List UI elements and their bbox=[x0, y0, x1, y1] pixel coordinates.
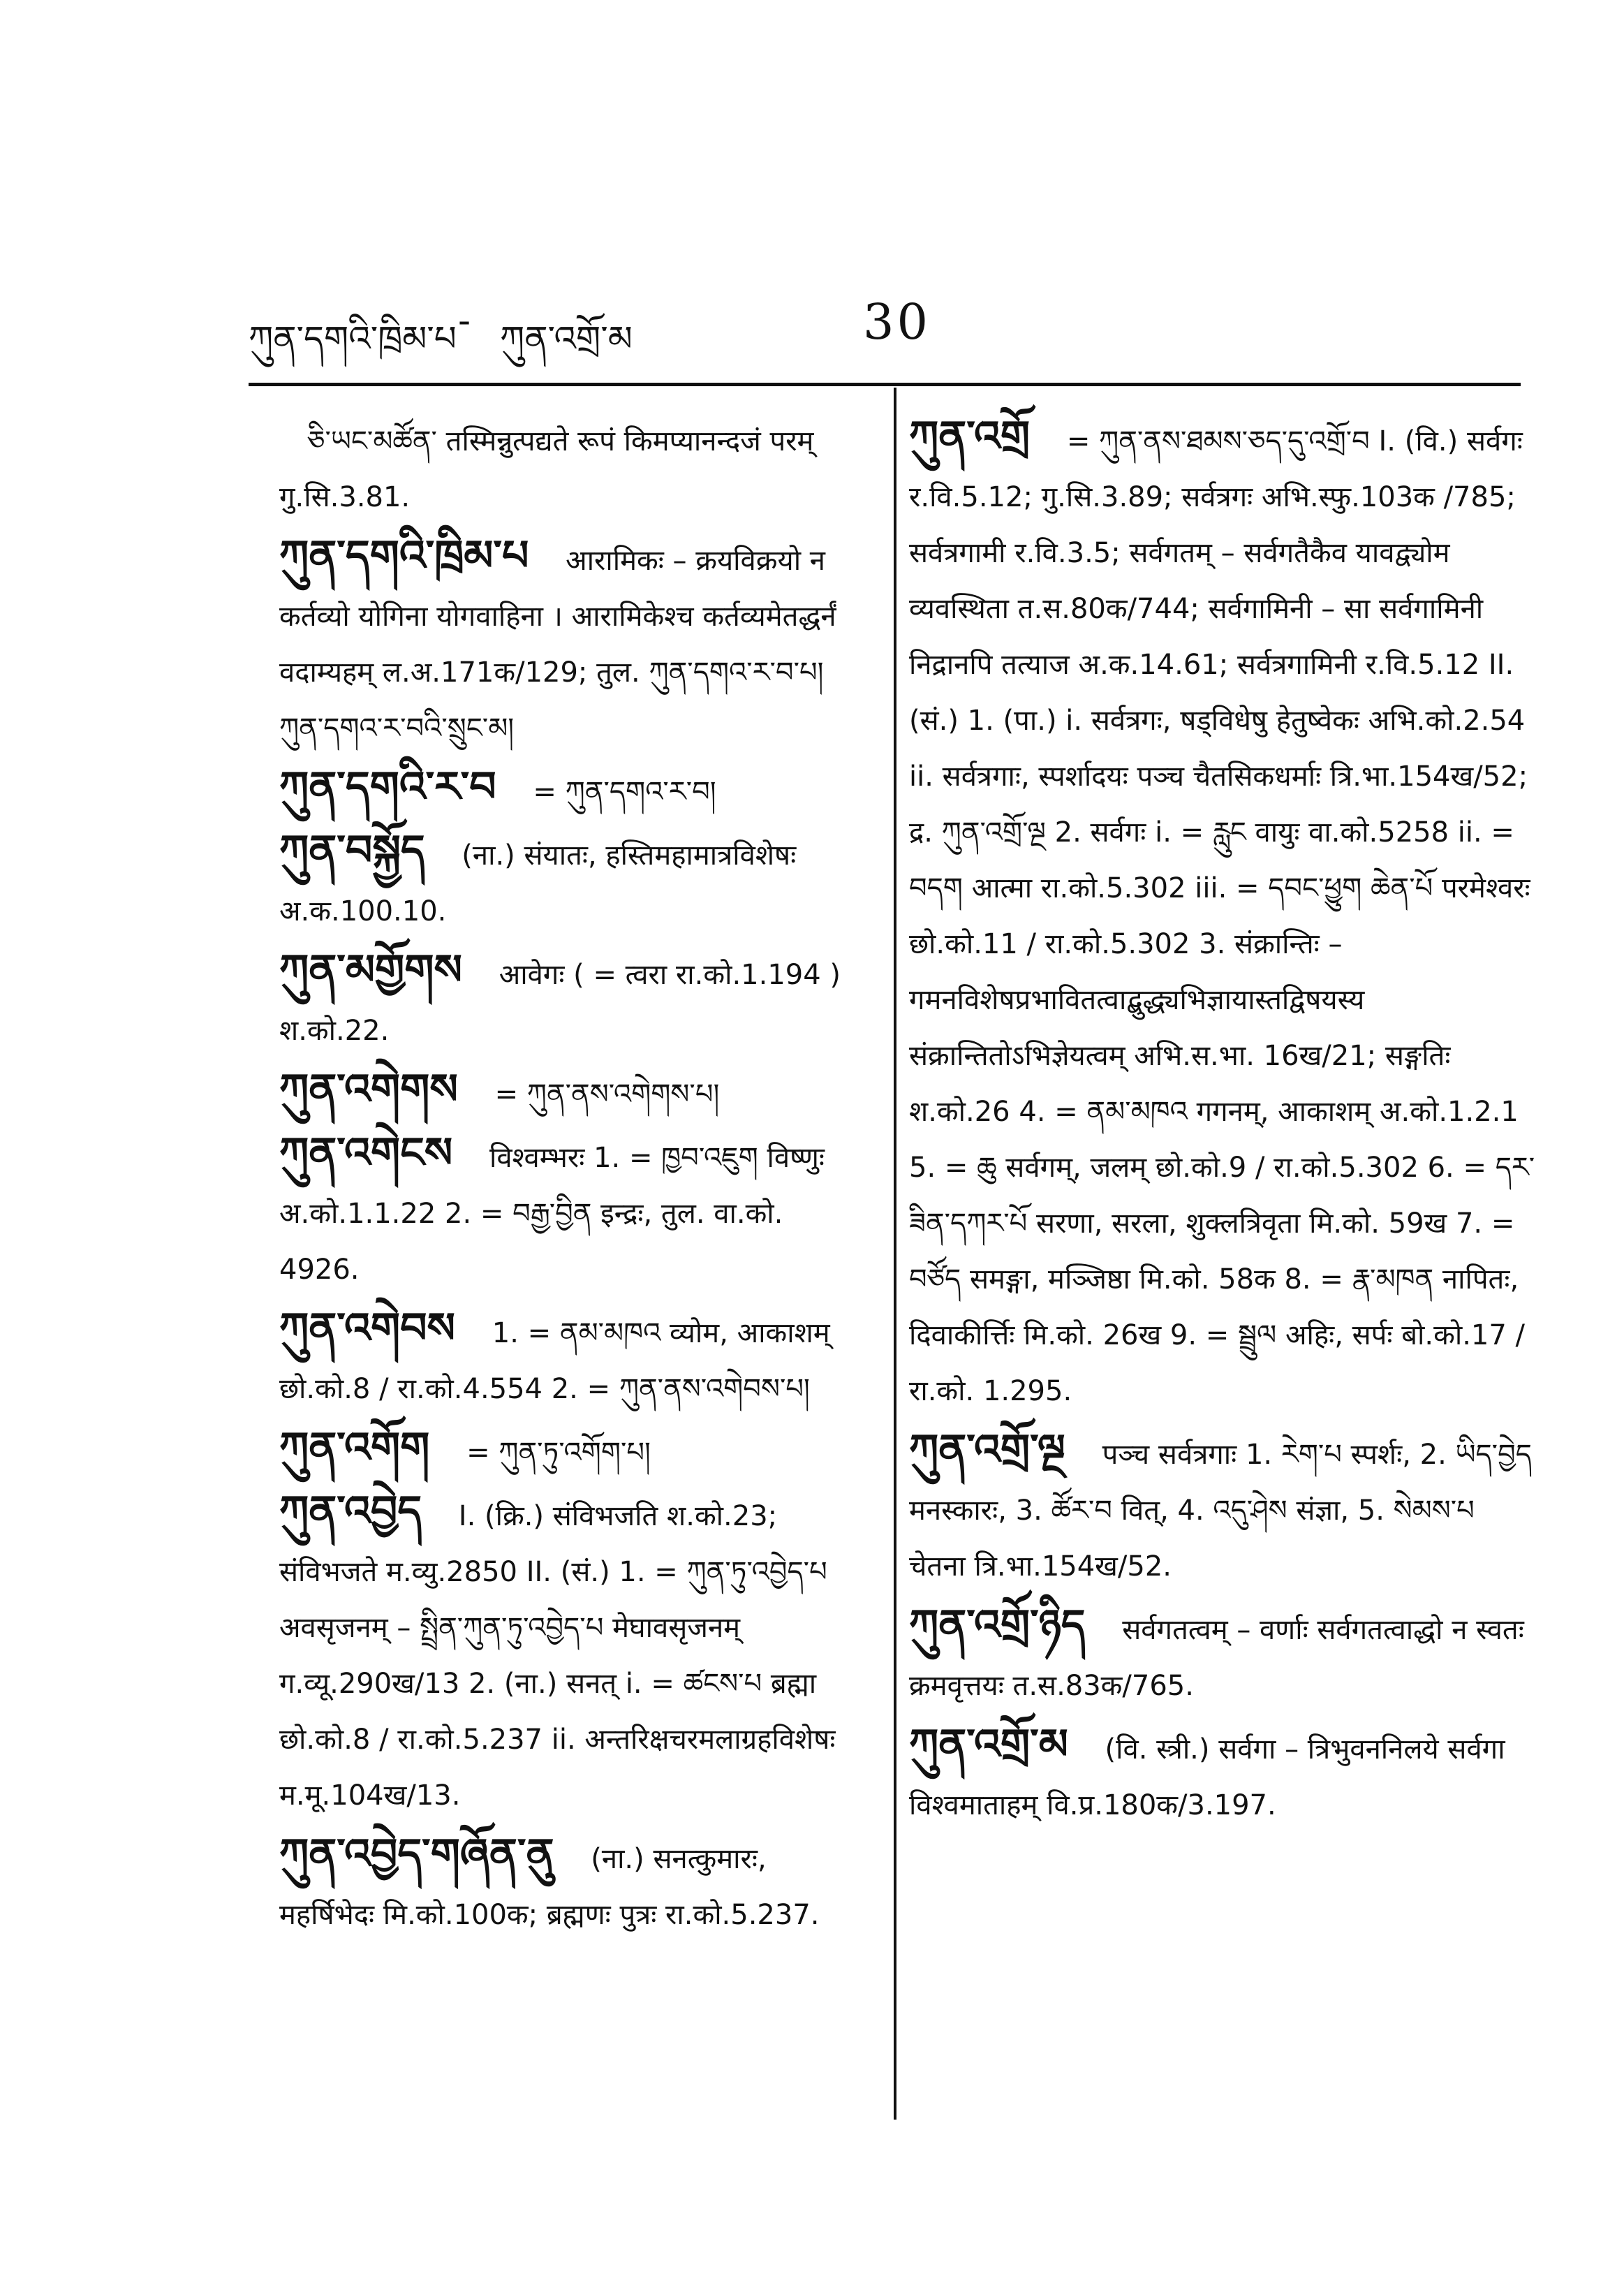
running-head-right: ཀུན་འགྲོ་མ bbox=[500, 318, 633, 359]
header-rule bbox=[249, 383, 1521, 386]
right-column bbox=[909, 409, 1537, 1836]
entry-headword: ཀུན་འགྲོ་མ bbox=[909, 1720, 1068, 1769]
entry-headword: ཀུན་འབྱེད་གཞོན་ནུ bbox=[279, 1830, 554, 1879]
entry-headword: ཀུན་འགེངས bbox=[279, 1129, 453, 1177]
entry-headword: ཀུན་དགའི་ཁྲིམ་པ bbox=[279, 531, 529, 580]
page-header bbox=[249, 293, 1525, 370]
page-number: 30 bbox=[863, 293, 931, 351]
entry-headword: ཀུན་འགྲོ་ཉིད bbox=[909, 1601, 1086, 1650]
entry-definition: सर्वगतत्वम् – वर्णाः सर्वगतत्वाद्धो न स्वतः क्रमवृत्तयः त.स.83क/765. bbox=[909, 1614, 1524, 1702]
entry-definition: I. (क्रि.) संविभजति श.को.23; संविभजते म.व्यु.2850 II. (सं.) 1. = ཀུན་ཏུ་འབྱེད་པ अवसृजनम् – སྤྲིན་ཀུན་ཏུ་འབྱེད་པ मेघावसृजनम् ग.व्यू.290ख/13 2. (ना.) सनत् i. = ཚངས་པ ब्रह्मा छो.को.8 / रा.को.5.237 ii. अन्तरिक्षचरमलाग्रहविशेषः म.मू.104ख/13. bbox=[279, 1500, 836, 1812]
column-divider bbox=[894, 388, 896, 2120]
running-head-left: ཀུན་དགའི་ཁྲིམ་པ bbox=[249, 318, 457, 359]
dictionary-entry bbox=[909, 409, 1537, 1419]
dictionary-entry bbox=[909, 1597, 1537, 1714]
entry-definition: 1. = ནམ་མཁའ व्योम, आकाशम् छो.को.8 / रा.को.4.554 2. = ཀུན་ནས་འགེབས་པ། bbox=[279, 1317, 830, 1405]
entry-definition: = ཀུན་ནས་ཐམས་ཅད་དུ་འགྲོ་བ I. (वि.) सर्वगः र.वि.5.12; गु.सि.3.89; सर्वत्रगः अभि.स्फु.103क /785; सर्वत्रगामी र.वि.3.5; सर्वगतम् – सर्वगतैकैव यावद्व्योम व्यवस्थिता त.स.80क/744; सर्वगामिनी – सा सर्वगामिनी निद्रानपि तत्याज अ.क.14.61; सर्वत्रगामिनी र.वि.5.12 II. (सं.) 1. (पा.) i. सर्वत्रगः, षड्विधेषु हेतुष्वेकः अभि.को.2.54 ii. सर्वत्रगाः, स्पर्शादयः पञ्च चैतसिकधर्माः त्रि.भा.154ख/52; द्र. ཀུན་འགྲོ་ལྔ 2. सर्वगः i. = རླུང वायुः वा.को.5258 ii. = བདག आत्मा रा.को.5.302 iii. = དབང་ཕྱུག ཆེན་པོ परमेश्वरः छो.को.11 / रा.को.5.302 3. संक्रान्तिः – गमनविशेषप्रभावितत्वाद्बुद्ध्यभिज्ञायास्तद्विषयस्य संक्रान्तितोऽभिज्ञेयत्वम् अभि.स.भा. 16ख/21; सङ्गतिः श.को.26 4. = ནམ་མཁའ गगनम्, आकाशम् अ.को.1.2.1 5. = ཆུ सर्वगम्, जलम् छो.को.9 / रा.को.5.302 6. = དར་ཟིན་དཀར་པོ सरणा, सरला, शुक्लत्रिवृता मि.को. 59ख 7. = བཙོད समङ्गा, मञ्जिष्ठा मि.को. 58क 8. = རྣ་མཁན नापितः, दिवाकीर्त्तिः मि.को. 26ख 9. = སྦྲུལ अहिः, सर्पः बो.को.17 / रा.को. 1.295. bbox=[909, 425, 1535, 1407]
dictionary-entry bbox=[279, 528, 870, 756]
dictionary-entry bbox=[279, 1125, 870, 1298]
running-head-dash: - bbox=[458, 300, 471, 341]
entry-definition: = ཀུན་དགའ་ར་བ། bbox=[533, 776, 716, 808]
entry-headword: ཀུན་འགྲོ་ལྔ bbox=[909, 1425, 1065, 1474]
entry-headword: ཀུན་འགེགས bbox=[279, 1065, 458, 1114]
entry-definition: आवेगः ( = त्वरा रा.को.1.194 ) श.को.22. bbox=[279, 959, 841, 1047]
entry-headword: ཀུན་འགྲོ bbox=[909, 412, 1031, 461]
dictionary-entry bbox=[279, 1300, 870, 1417]
entry-definition: (ना.) सनत्कुमारः, महर्षिभेदः मि.को.100क; ब्रह्मणः पुत्रः रा.को.5.237. bbox=[279, 1843, 820, 1931]
entry-headword: ཀུན་འགེབས bbox=[279, 1304, 456, 1353]
entry-definition: ཅི་ཡང་མཚོན་ तस्मिन्नुत्पद्यते रूपं किमप्यानन्दजं परम् गु.सि.3.81. bbox=[279, 425, 814, 513]
entry-headword: ཀུན་དགའི་ར་བ bbox=[279, 763, 496, 812]
dictionary-entry bbox=[279, 1420, 870, 1481]
dictionary-entry bbox=[279, 759, 870, 820]
entry-definition: = ཀུན་ཏུ་འགོག་པ། bbox=[466, 1437, 651, 1469]
dictionary-entry bbox=[909, 1717, 1537, 1833]
dictionary-entry bbox=[279, 409, 870, 525]
entry-definition: (ना.) संयातः, हस्तिमहामात्रविशेषः अ.क.100.10. bbox=[279, 839, 797, 927]
dictionary-entry bbox=[279, 1483, 870, 1823]
dictionary-entry bbox=[909, 1422, 1537, 1594]
dictionary-entry bbox=[279, 1062, 870, 1122]
dictionary-entry bbox=[279, 823, 870, 939]
entry-definition: = ཀུན་ནས་འགེགས་པ། bbox=[494, 1078, 720, 1110]
entry-definition: विश्वम्भरः 1. = ཁྱབ་འཇུག विष्णुः अ.को.1.1.22 2. = བརྒྱ་བྱིན इन्द्रः, तुल. वा.को. 4926. bbox=[279, 1142, 825, 1286]
left-column bbox=[279, 409, 870, 1946]
entry-definition: (वि. स्त्री.) सर्वगा – त्रिभुवननिलये सर्वगा विश्वमाताहम् वि.प्र.180क/3.197. bbox=[909, 1733, 1505, 1821]
entry-headword: ཀུན་འབྱེད bbox=[279, 1487, 422, 1536]
dictionary-entry bbox=[279, 942, 870, 1059]
dictionary-entry bbox=[279, 1826, 870, 1943]
entry-definition: आरामिकः – क्रयविक्रयो न कर्तव्यो योगिना योगवाहिना । आरामिकेश्च कर्तव्यमेतद्धर्नं वदाम्यहम् ल.अ.171क/129; तुल. ཀུན་དགའ་ར་བ་པ། ཀུན་དགའ་ར་བའི་སྲུང་མ། bbox=[279, 545, 836, 744]
entry-headword: ཀུན་མགྱོགས bbox=[279, 946, 462, 994]
entry-headword: ཀུན་བསྐྱོད bbox=[279, 826, 425, 875]
entry-definition: पञ्च सर्वत्रगाः 1. རེག་པ स्पर्शः, 2. ཡིད་བྱེད मनस्कारः, 3. ཚོར་བ वित्, 4. འདུ་ཤེས संज्ञा, 5. སེམས་པ चेतना त्रि.भा.154ख/52. bbox=[909, 1439, 1532, 1583]
entry-headword: ཀུན་འགོག bbox=[279, 1423, 430, 1472]
